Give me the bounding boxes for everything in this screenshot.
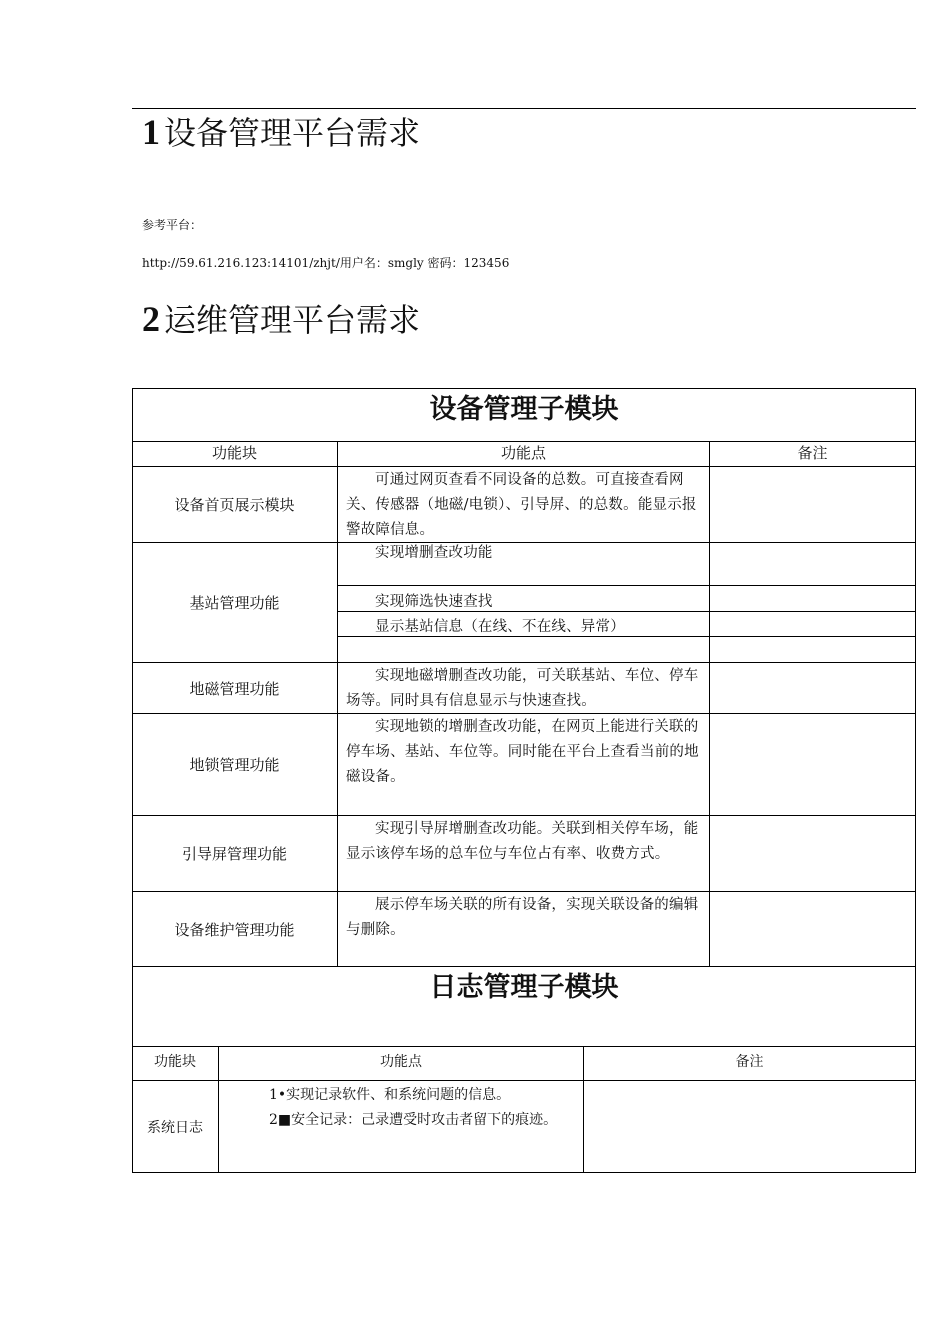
top-rule	[132, 108, 916, 109]
heading-1	[142, 112, 420, 153]
row-system-log-point-2: 2■安全记录：己录遭受时攻击者留下的痕迹。	[269, 1112, 558, 1128]
log-module-title: 日志管理子模块	[429, 972, 619, 1003]
heading-1-text: 设备管理平台需求	[164, 114, 421, 152]
log-header-block: 功能块	[154, 1054, 196, 1070]
row-base-station-point-1: 实现增删查改功能	[375, 545, 493, 561]
row-home-display-block: 设备首页展示模块	[174, 496, 295, 514]
row-ground-lock-point: 实现地锁的增删查改功能，在网页上能进行关联的停车场、基站、车位等。同时能在平台上查看当前的地磁设备。	[346, 719, 699, 785]
log-header-note: 备注	[735, 1054, 764, 1070]
row-system-log-points	[219, 1083, 583, 1133]
heading-2-number: 2	[142, 299, 160, 339]
reference-label: 参考平台：	[142, 218, 203, 232]
device-header-note: 备注	[797, 444, 828, 462]
row-system-log-point-1: 1•实现记录软件、和系统问题的信息。	[269, 1087, 511, 1103]
row-guide-screen-point: 实现引导屏增删查改功能。关联到相关停车场，能显示该停车场的总车位与车位占有率、收费方式。	[346, 821, 699, 862]
heading-1-number: 1	[142, 112, 160, 152]
row-geomagnetic-point: 实现地磁增删查改功能，可关联基站、车位、停车场等。同时具有信息显示与快速查找。	[346, 668, 699, 709]
device-header-point: 功能点	[500, 444, 546, 462]
log-header-point: 功能点	[380, 1054, 422, 1070]
row-base-station-block: 基站管理功能	[189, 594, 280, 612]
row-ground-lock-block: 地锁管理功能	[189, 756, 280, 774]
device-header-block: 功能块	[211, 444, 257, 462]
row-system-log-block: 系统日志	[147, 1119, 203, 1136]
device-module-title: 设备管理子模块	[429, 394, 619, 425]
heading-2-text: 运维管理平台需求	[164, 301, 421, 339]
heading-2	[142, 299, 420, 340]
reference-info: http://59.61.216.123:14101/zhjt/用户名：smgly 密码：123456	[142, 256, 510, 270]
row-maintenance-point: 展示停车场关联的所有设备，实现关联设备的编辑与删除。	[346, 897, 699, 938]
row-geomagnetic-block: 地磁管理功能	[189, 679, 280, 698]
row-home-display-point: 可通过网页查看不同设备的总数。可直接查看网关、传感器（地磁/电锁）、引导屏、的总数。能显示报警故障信息。	[346, 472, 697, 538]
row-maintenance-block: 设备维护管理功能	[174, 920, 295, 939]
row-guide-screen-block: 引导屏管理功能	[181, 845, 287, 863]
row-base-station-point-3: 显示基站信息（在线、不在线、异常）	[375, 619, 625, 635]
row-base-station-point-2: 实现筛选快速查找	[375, 594, 493, 610]
